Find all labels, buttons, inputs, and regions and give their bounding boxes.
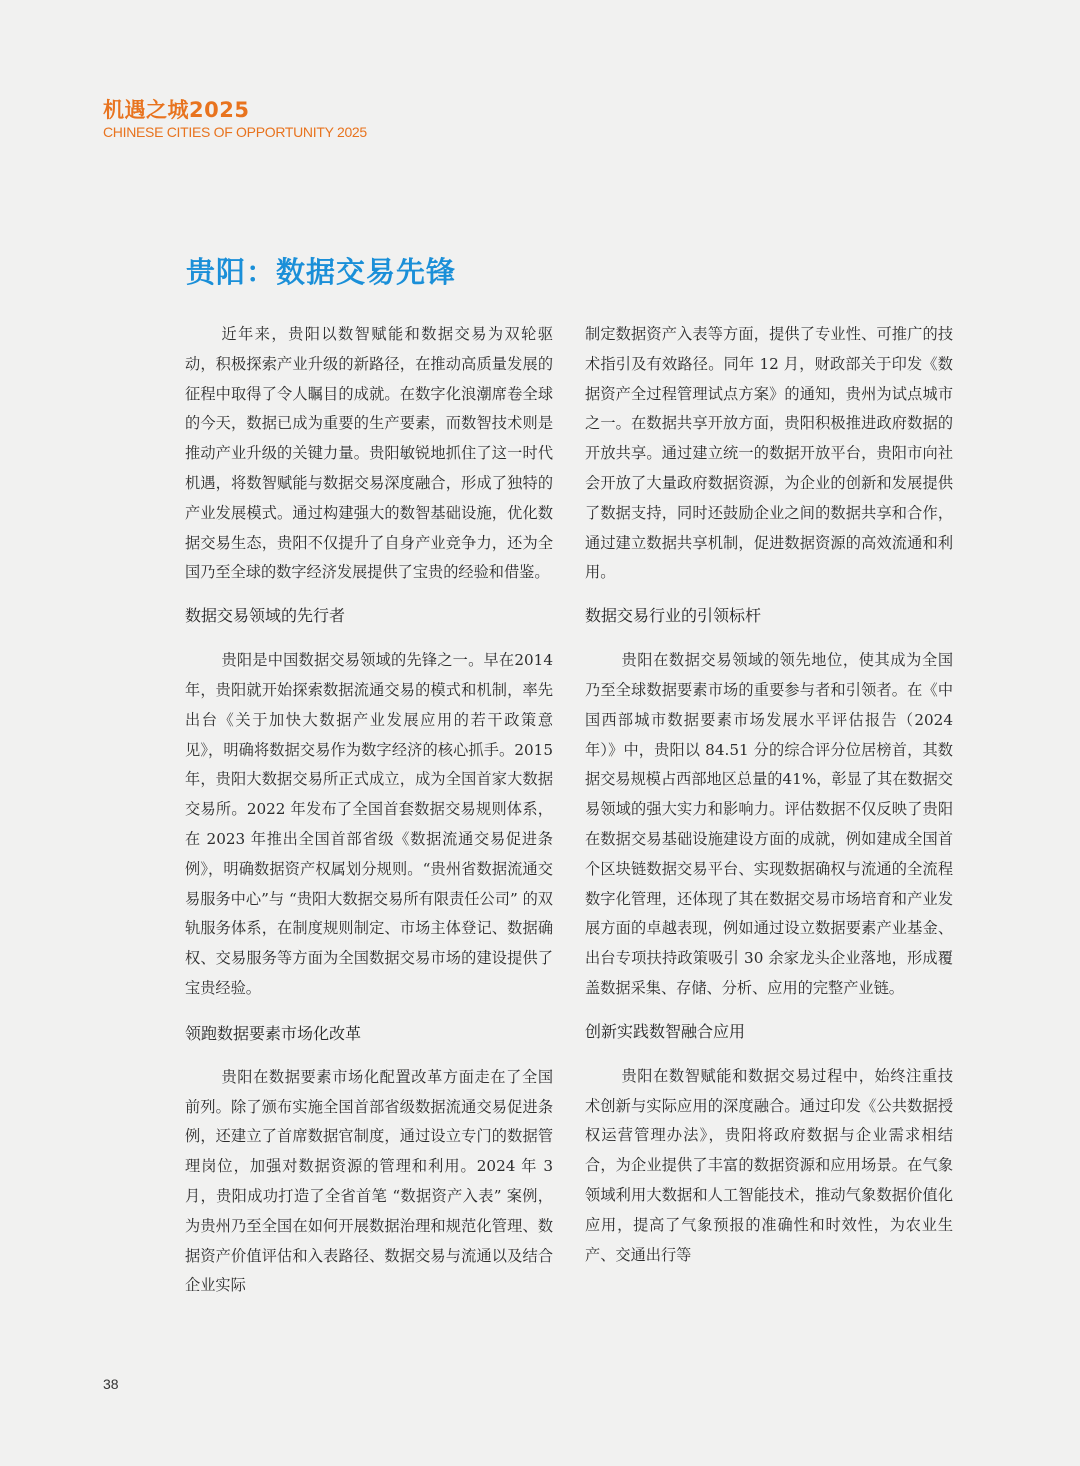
- market-reform-paragraph: 贵阳在数据要素市场化配置改革方面走在了全国前列。除了颁布实施全国首部省级数据流通交易促进条例，还建立了首席数据官制度，通过设立专门的数据管理岗位，加强对数据资源的管理和利用。2024 年 3 月，贵阳成功打造了全省首笔 “数据资产入表” 案例，为贵州乃至全国在如何开展数据治理和规范化管理、数据资产价值评估和入表路径、数据交易与流通以及结合企业实际: [185, 1067, 553, 1295]
- section-heading-pioneer: 数据交易领域的先行者: [185, 606, 346, 626]
- pioneer-paragraph: 贵阳是中国数据交易领域的先锋之一。早在2014 年，贵阳就开始探索数据流通交易的模式和机制，率先出台《关于加快大数据产业发展应用的若干政策意见》，明确将数据交易作为数字经济的核心抓手。2015 年，贵阳大数据交易所正式成立，成为全国首家大数据交易所。2022 年发布了全国首套数据交易规则体系，在 2023 年推出全国首部省级《数据流通交易促进条例》，明确数据资产权属划分规则。“贵州省数据流通交易服务中心”与 “贵阳大数据交易所有限责任公司” 的双轨服务体系，在制度规则制定、市场主体登记、数据确权、交易服务等方面为全国数据交易市场的建设提供了宝贵经验。: [185, 651, 553, 997]
- benchmark-paragraph: 贵阳在数据交易领域的领先地位，使其成为全国乃至全球数据要素市场的重要参与者和引领者。在《中国西部城市数据要素市场发展水平评估报告（2024 年）》中，贵阳以 84.51 分的综合评分位居榜首，其数据交易规模占西部地区总量的41%，彰显了其在数据交易领域的强大实力和影响力。评估数据不仅反映了贵阳在数据交易基础设施建设方面的成就，例如建成全国首个区块链数据交易平台、实现数据确权与流通的全流程数字化管理，还体现了其在数据交易市场培育和产业发展方面的卓越表现，例如通过设立数据要素产业基金、出台专项扶持政策吸引 30 余家龙头企业落地，形成覆盖数据采集、存储、分析、应用的完整产业链。: [585, 651, 953, 997]
- brand-title-cn: 机遇之城2025: [103, 98, 250, 122]
- left-column: [185, 320, 553, 1301]
- article-title: 贵阳：数据交易先锋: [186, 255, 457, 289]
- innovation-paragraph: 贵阳在数智赋能和数据交易过程中，始终注重技术创新与实际应用的深度融合。通过印发《公共数据授权运营管理办法》，贵阳将政府数据与企业需求相结合，为企业提供了丰富的数据资源和应用场景。在气象领域利用大数据和人工智能技术，推动气象数据价值化应用，提高了气象预报的准确性和时效性，为农业生产、交通出行等: [585, 1066, 953, 1264]
- brand-title-en: CHINESE CITIES OF OPPORTUNITY 2025: [103, 124, 367, 140]
- intro-paragraph: 近年来，贵阳以数智赋能和数据交易为双轮驱动，积极探索产业升级的新路径，在推动高质量发展的征程中取得了令人瞩目的成就。在数字化浪潮席卷全球的今天，数据已成为重要的生产要素，而数智技术则是推动产业升级的关键力量。贵阳敏锐地抓住了这一时代机遇，将数智赋能与数据交易深度融合，形成了独特的产业发展模式。通过构建强大的数智基础设施，优化数据交易生态，贵阳不仅提升了自身产业竞争力，还为全国乃至全球的数字经济发展提供了宝贵的经验和借鉴。: [185, 325, 553, 582]
- page-number: 38: [103, 1376, 119, 1392]
- right-column: [585, 320, 953, 1270]
- section-heading-innovation: 创新实践数智融合应用: [585, 1021, 746, 1041]
- publication-brand: [103, 96, 367, 141]
- section-heading-market-reform: 领跑数据要素市场化改革: [185, 1023, 362, 1043]
- continuation-paragraph: 制定数据资产入表等方面，提供了专业性、可推广的技术指引及有效路径。同年 12 月，财政部关于印发《数据资产全过程管理试点方案》的通知，贵州为试点城市之一。在数据共享开放方面，贵阳积极推进政府数据的开放共享。通过建立统一的数据开放平台，贵阳市向社会开放了大量政府数据资源，为企业的创新和发展提供了数据支持，同时还鼓励企业之间的数据共享和合作，通过建立数据共享机制，促进数据资源的高效流通和利用。: [585, 325, 953, 582]
- section-heading-benchmark: 数据交易行业的引领标杆: [585, 606, 762, 626]
